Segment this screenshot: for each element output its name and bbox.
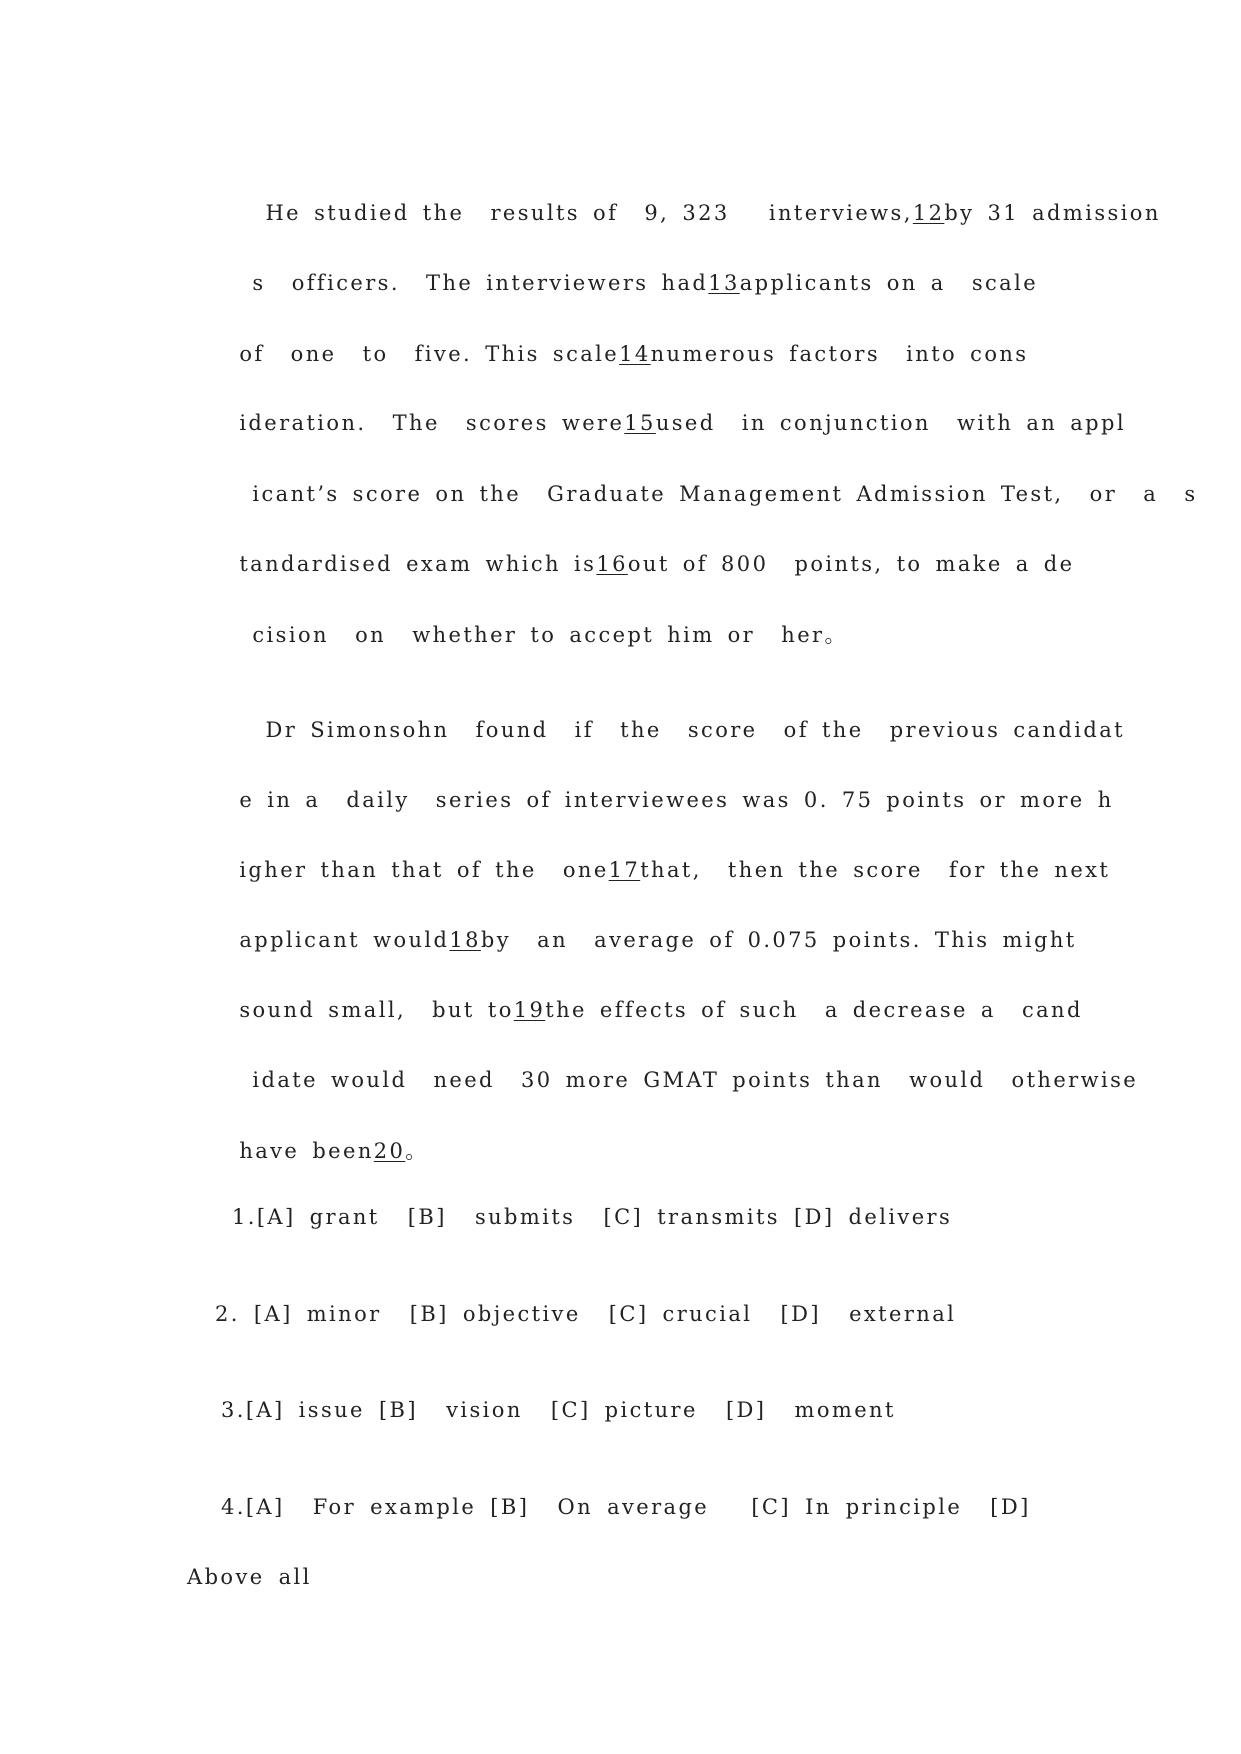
line-text: the effects of such a decrease a cand [545,998,1083,1022]
passage-line [187,1109,1092,1193]
line-text: e in a daily series of interviewees was 0. 75 points or more h [239,788,1114,812]
line-text: out of 800 points, to make a de [627,552,1075,576]
blank-17: 17 [608,858,641,882]
line-text: 。 [405,1139,429,1163]
blank-13: 13 [708,271,740,295]
question-2-options: 2. [A] minor [B] objective [C] crucial [D] external [215,1302,957,1326]
line-text: by 31 admission [944,201,1161,225]
question-3-options: 3.[A] issue [B] vision [C] picture [D] moment [221,1398,896,1422]
line-text: idate would need 30 more GMAT points than would otherwise [239,1068,1139,1092]
blank-12: 12 [912,201,945,225]
blank-18: 18 [449,928,481,952]
passage-line [187,593,1092,677]
line-text: by an average of 0.075 points. This might [480,928,1077,952]
line-text: Dr Simonsohn found if the score of the previous candidat [239,718,1125,742]
line-text: He studied the results of 9, 323 interviews, [239,201,913,225]
line-text: s officers. The interviewers had [239,271,709,295]
line-text: of one to five. This scale [239,342,620,366]
line-text: numerous factors into cons [650,342,1029,366]
question-4-options-continued: Above all [187,1565,312,1589]
line-text: that, then the score for the next [640,858,1111,882]
line-text: tandardised exam which is [239,552,597,576]
line-text: applicant would [239,928,450,952]
line-text: cision on whether to accept him or her。 [239,623,848,647]
blank-19: 19 [513,998,546,1022]
blank-16: 16 [596,552,628,576]
blank-20: 20 [373,1139,406,1163]
question-1-options: 1.[A] grant [B] submits [C] transmits [D] delivers [232,1205,953,1229]
line-text: ideration. The scores were [239,411,625,435]
line-text: applicants on a scale [739,271,1039,295]
line-text: used in conjunction with an appl [655,411,1126,435]
line-text: have been [239,1139,374,1163]
line-text: igher than that of the one [239,858,609,882]
blank-15: 15 [624,411,656,435]
question-4-options: 4.[A] For example [B] On average [C] In principle [D] [221,1495,1031,1519]
blank-14: 14 [619,342,651,366]
line-text: sound small, but to [239,998,514,1022]
line-text: icant’s score on the Graduate Management Admission Test, or a s [239,482,1198,506]
